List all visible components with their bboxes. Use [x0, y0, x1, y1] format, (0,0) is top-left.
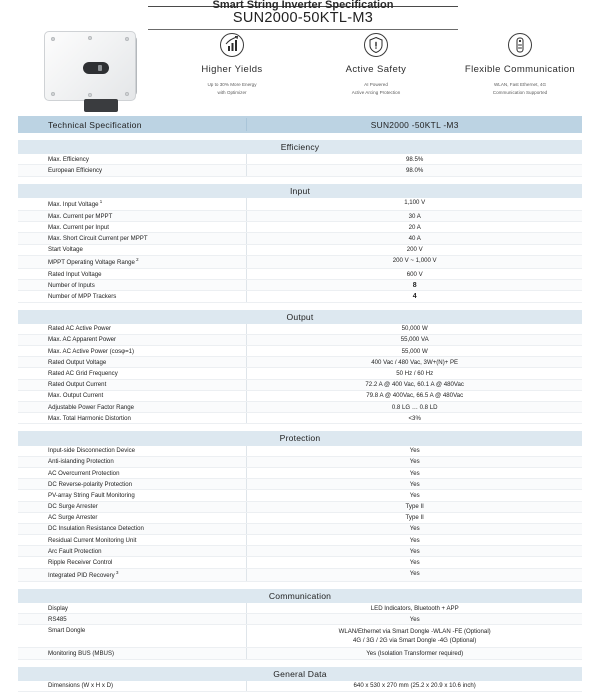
feature-subtitle: [304, 81, 448, 97]
inverter-connector-box: [84, 99, 118, 112]
feature-active-safety: [304, 32, 448, 110]
table-row: [18, 413, 582, 424]
table-row: [18, 614, 582, 625]
row-label: Residual Current Monitoring Unit: [48, 536, 137, 544]
table-row: [18, 269, 582, 280]
row-label: Rated Output Current: [48, 381, 107, 389]
row-label: Dimensions (W x H x D): [48, 682, 114, 690]
cut-off-page-title: Smart String Inverter Specification: [148, 0, 458, 7]
row-label: European Efficiency: [48, 166, 103, 174]
table-row: [18, 446, 582, 457]
row-value: 0.8 LG … 0.8 LD: [246, 402, 582, 412]
row-label: Number of Inputs: [48, 281, 95, 289]
row-value: Yes: [246, 535, 582, 545]
table-row: [18, 557, 582, 568]
feature-title: Active Safety: [345, 64, 407, 75]
table-row: [18, 198, 582, 211]
row-value: Yes: [246, 524, 582, 534]
footnote-marker: 2: [134, 257, 139, 263]
row-label: Arc Fault Protection: [48, 547, 102, 555]
section-gap: [18, 424, 582, 431]
section-title: Protection: [18, 431, 582, 445]
table-row: [18, 368, 582, 379]
screw-icon: [125, 37, 129, 41]
row-value: Yes: [246, 614, 582, 624]
feature-subtitle-line1: Up to 30% More Energy: [207, 82, 257, 87]
table-row: [18, 346, 582, 357]
row-value: 98.0%: [246, 165, 582, 175]
row-value: Yes: [246, 546, 582, 556]
table-header-value: SUN2000 -50KTL -M3: [246, 118, 582, 131]
table-sections: [18, 133, 582, 692]
row-label: Adjustable Power Factor Range: [48, 403, 135, 411]
row-label: Anti-islanding Protection: [48, 458, 114, 466]
row-value: <3%: [246, 413, 582, 423]
row-label: Integrated PID Recovery $^3$: [48, 570, 119, 580]
table-row: [18, 603, 582, 614]
row-label: RS485: [48, 615, 67, 623]
row-value: Yes: [246, 479, 582, 489]
row-value: Yes: [246, 557, 582, 567]
section-title: General Data: [18, 667, 582, 681]
feature-higher-yields: [160, 32, 304, 110]
feature-title: Higher Yields: [201, 64, 263, 75]
table-row: [18, 324, 582, 335]
table-row: [18, 546, 582, 557]
product-banner: [0, 0, 600, 112]
screw-icon: [51, 92, 55, 96]
table-row: [18, 256, 582, 269]
row-label: Max. Input Voltage $^1$: [48, 199, 103, 209]
footnote-marker: 1: [98, 199, 103, 205]
row-value: Yes: [246, 468, 582, 478]
section-title: Efficiency: [18, 140, 582, 154]
section-title: Communication: [18, 589, 582, 603]
row-label: Max. Current per MPPT: [48, 212, 113, 220]
row-label: Rated Input Voltage: [48, 270, 102, 278]
table-row: [18, 291, 582, 302]
row-label: MPPT Operating Voltage Range $^2$: [48, 257, 139, 267]
row-value: LED Indicators, Bluetooth + APP: [246, 603, 582, 613]
table-row: [18, 502, 582, 513]
table-row: [18, 513, 582, 524]
table-row: [18, 245, 582, 256]
row-label: Max. Efficiency: [48, 155, 89, 163]
row-value: 4: [246, 291, 582, 301]
table-row: [18, 569, 582, 582]
row-value-line1: WLAN/Ethernet via Smart Dongle -WLAN -FE (Optional): [338, 628, 491, 635]
feature-subtitle-line2: Communication Supported: [492, 89, 548, 95]
row-value: 600 V: [246, 269, 582, 279]
table-header-label: Technical Specification: [48, 119, 142, 130]
table-row: [18, 681, 582, 692]
row-value: 55,000 W: [246, 346, 582, 356]
feature-highlights: [160, 32, 592, 110]
table-row: [18, 357, 582, 368]
screw-icon: [51, 37, 55, 41]
row-label: Rated Output Voltage: [48, 358, 107, 366]
row-value: Type II: [246, 513, 582, 523]
inverter-body: [44, 31, 136, 101]
product-model-title: SUN2000-50KTL-M3: [148, 10, 458, 30]
feature-flexible-communication: [448, 32, 592, 110]
row-label: Input-side Disconnection Device: [48, 447, 136, 455]
row-value: [246, 625, 582, 647]
section-gap: [18, 582, 582, 589]
feature-subtitle: [448, 81, 592, 97]
row-value: 1,100 V: [246, 198, 582, 210]
row-value: 30 A: [246, 211, 582, 221]
table-row: [18, 490, 582, 501]
row-value: 8: [246, 280, 582, 290]
section-gap: [18, 303, 582, 310]
screw-icon: [125, 92, 129, 96]
row-label: DC Reverse-polarity Protection: [48, 480, 132, 488]
row-value: 50 Hz / 60 Hz: [246, 368, 582, 378]
row-label: Max. Short Circuit Current per MPPT: [48, 234, 148, 242]
communication-device-icon: [507, 32, 533, 58]
row-value: Yes: [246, 446, 582, 456]
row-value: 200 V: [246, 245, 582, 255]
row-value-line2: 4G / 3G / 2G via Smart Dongle -4G (Optional): [353, 637, 477, 645]
table-row: [18, 648, 582, 659]
technical-specification-table: [18, 116, 582, 692]
section-title: Output: [18, 310, 582, 324]
inverter-led-panel: [83, 62, 109, 74]
table-row: [18, 479, 582, 490]
row-value: 98.5%: [246, 154, 582, 164]
inverter-product-image: [36, 27, 144, 115]
feature-subtitle: [160, 81, 304, 97]
table-row: [18, 233, 582, 244]
row-label: Ripple Receiver Control: [48, 559, 113, 567]
section-gap: [18, 177, 582, 184]
feature-subtitle-line1: WLAN, Fast Ethernet, 4G: [493, 82, 547, 87]
screw-icon: [88, 93, 92, 97]
row-value: 79.8 A @ 400Vac, 66.5 A @ 480Vac: [246, 391, 582, 401]
row-value: Type II: [246, 502, 582, 512]
table-row: [18, 625, 582, 648]
row-label: Max. Total Harmonic Distortion: [48, 414, 131, 422]
row-value: Yes: [246, 457, 582, 467]
table-row: [18, 391, 582, 402]
row-label: Max. Output Current: [48, 392, 104, 400]
row-label: Display: [48, 604, 68, 612]
feature-subtitle-line1: AI Powered: [364, 82, 388, 87]
row-label: Rated AC Grid Frequency: [48, 370, 118, 378]
table-row: [18, 380, 582, 391]
row-value: Yes: [246, 569, 582, 581]
shield-safety-icon: [363, 32, 389, 58]
table-row: [18, 457, 582, 468]
table-row: [18, 335, 582, 346]
table-row: [18, 280, 582, 291]
feature-subtitle-line2: with Optimizer: [217, 89, 247, 95]
row-label: Start Voltage: [48, 246, 83, 254]
footnote-marker: 3: [114, 570, 119, 576]
row-label: Monitoring BUS (MBUS): [48, 650, 115, 658]
row-value: 640 x 530 x 270 mm (25.2 x 20.9 x 10.6 inch): [246, 681, 582, 691]
table-row: [18, 211, 582, 222]
row-value: 55,000 VA: [246, 335, 582, 345]
section-title: Input: [18, 184, 582, 198]
row-value: Yes: [246, 490, 582, 500]
row-value: 72.2 A @ 400 Vac, 60.1 A @ 480Vac: [246, 380, 582, 390]
row-label: Max. AC Apparent Power: [48, 336, 117, 344]
row-value: 200 V ~ 1,000 V: [246, 256, 582, 268]
row-value: 50,000 W: [246, 324, 582, 334]
row-label: Rated AC Active Power: [48, 325, 111, 333]
table-row: [18, 402, 582, 413]
section-gap: [18, 133, 582, 140]
row-label: Number of MPP Trackers: [48, 292, 117, 300]
bar-chart-yield-icon: [219, 32, 245, 58]
row-label: Smart Dongle: [48, 627, 86, 634]
section-gap: [18, 660, 582, 667]
feature-subtitle-line2: Active Arcing Protection: [351, 89, 401, 95]
row-label: AC Overcurrent Protection: [48, 469, 120, 477]
row-value: 40 A: [246, 233, 582, 243]
row-value: Yes (Isolation Transformer required): [246, 648, 582, 658]
table-row: [18, 524, 582, 535]
table-row: [18, 535, 582, 546]
feature-title: Flexible Communication: [464, 64, 576, 75]
row-label: AC Surge Arrester: [48, 514, 98, 522]
table-row: [18, 222, 582, 233]
table-row: [18, 154, 582, 165]
row-value: 20 A: [246, 222, 582, 232]
row-value: 400 Vac / 480 Vac, 3W+(N)+ PE: [246, 357, 582, 367]
row-label: Max. Current per Input: [48, 223, 109, 231]
screw-icon: [88, 36, 92, 40]
table-row: [18, 468, 582, 479]
row-label: PV-array String Fault Monitoring: [48, 491, 135, 499]
row-label: DC Insulation Resistance Detection: [48, 525, 144, 533]
table-header-row: [18, 116, 582, 133]
row-label: Max. AC Active Power (cosφ=1): [48, 347, 135, 355]
table-row: [18, 165, 582, 176]
row-label: DC Surge Arrester: [48, 503, 98, 511]
